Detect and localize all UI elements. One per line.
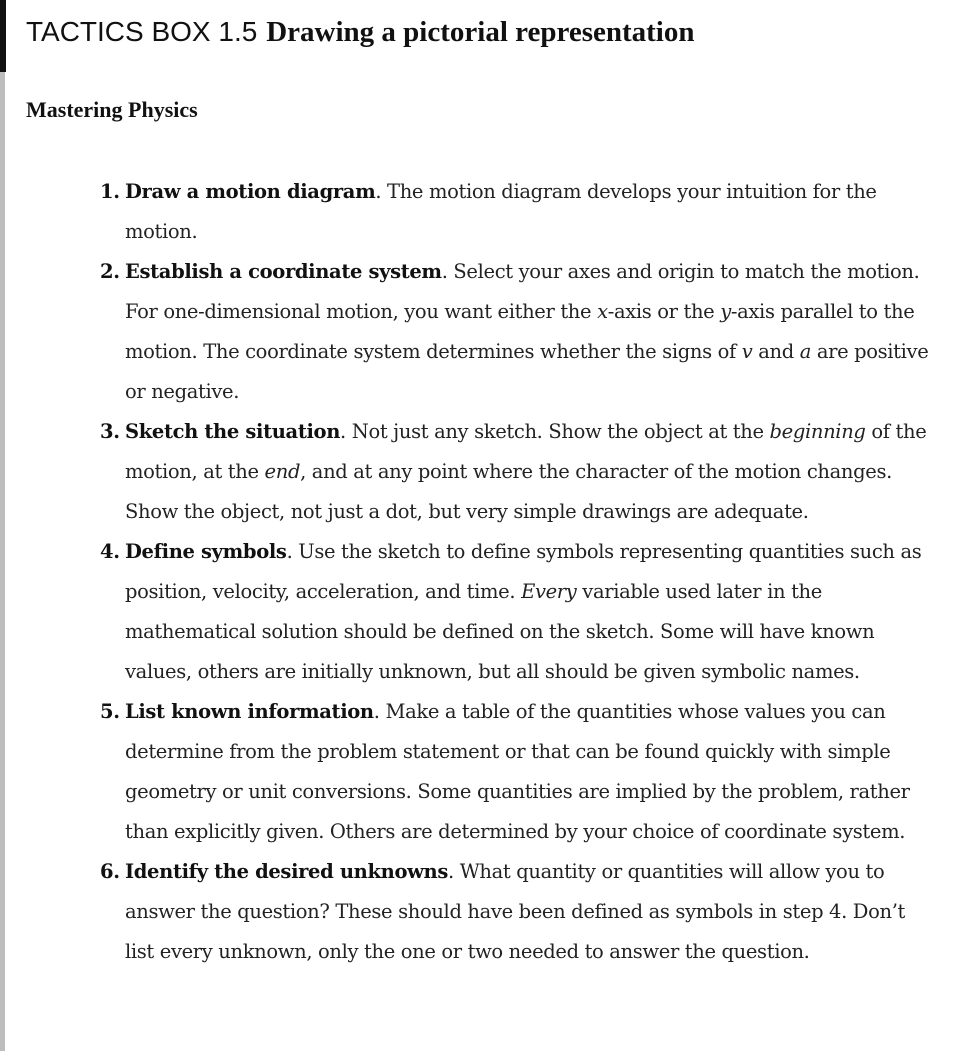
- step-text: . Make a table of the quantities whose values you can determine from the problem statement or that can be found quickly with simple geometry or unit conversions. Some quantities are implied by the problem, rather than explicitly given. Others are determined by your choice of coordinate system.: [125, 700, 910, 843]
- step-heading: List known information: [125, 700, 374, 723]
- step-text: -axis parallel to the motion. The coordinate system determines whether the signs of: [125, 300, 915, 363]
- step-text: . What quantity or quantities will allow you to answer the question? These should have been defined as symbols in step 4. Don’t list every unknown, only the one or two needed to answer the question.: [125, 860, 906, 963]
- step-text-emphasis: v: [741, 340, 753, 363]
- step-text: of the motion, at the: [125, 420, 927, 483]
- step-item: [100, 412, 935, 532]
- step-text-emphasis: Every: [521, 580, 577, 603]
- step-heading: Sketch the situation: [125, 420, 341, 443]
- step-heading: Draw a motion diagram: [125, 180, 376, 203]
- step-item: [100, 172, 935, 252]
- step-heading: Identify the desired unknowns: [125, 860, 449, 883]
- step-text: , and at any point where the character of the motion changes. Show the object, not just a dot, but very simple drawings are adequate.: [125, 460, 892, 523]
- step-text: . Select your axes and origin to match the motion. For one-dimensional motion, you want either the: [125, 260, 920, 323]
- left-accent-bar-top: [0, 0, 6, 72]
- subtitle: Mastering Physics: [26, 97, 198, 122]
- step-number: 2.: [100, 260, 120, 283]
- step-item: [100, 532, 935, 692]
- step-text: variable used later in the mathematical solution should be defined on the sketch. Some will have known values, others are initially unknown, but all should be given symbolic names.: [125, 580, 875, 683]
- step-text: are positive or negative.: [125, 340, 929, 403]
- step-heading: Define symbols: [125, 540, 287, 563]
- page-title: [26, 12, 694, 52]
- step-text: . Not just any sketch. Show the object at the: [340, 420, 770, 443]
- step-heading: Establish a coordinate system: [125, 260, 442, 283]
- left-accent-bar: [0, 72, 5, 1051]
- step-text: . The motion diagram develops your intuition for the motion.: [125, 180, 877, 243]
- step-text-emphasis: a: [799, 340, 811, 363]
- step-text-emphasis: beginning: [769, 420, 866, 443]
- tactics-box-label: TACTICS BOX 1.5: [26, 16, 258, 47]
- step-text-emphasis: end: [264, 460, 301, 483]
- step-number: 4.: [100, 540, 120, 563]
- step-item: [100, 692, 935, 852]
- step-text: . Use the sketch to define symbols representing quantities such as position, velocity, acceleration, and time.: [125, 540, 922, 603]
- step-number: 3.: [100, 420, 120, 443]
- step-number: 1.: [100, 180, 120, 203]
- steps-list: [100, 172, 935, 972]
- step-item: [100, 252, 935, 412]
- step-text: and: [752, 340, 800, 363]
- step-text-emphasis: x: [597, 300, 608, 323]
- step-text-emphasis: y: [720, 300, 731, 323]
- step-item: [100, 852, 935, 972]
- step-number: 5.: [100, 700, 120, 723]
- step-number: 6.: [100, 860, 120, 883]
- tactics-box-heading: Drawing a pictorial representation: [266, 16, 695, 48]
- step-text: -axis or the: [607, 300, 721, 323]
